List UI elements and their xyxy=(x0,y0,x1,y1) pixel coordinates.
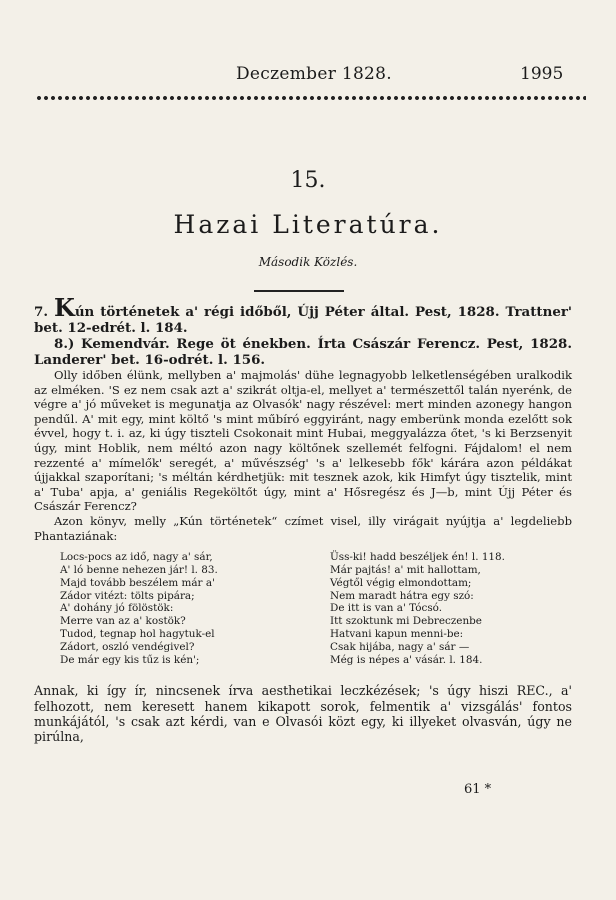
poem-line: Tudod, tegnap hol hagytuk-el xyxy=(60,627,215,640)
paragraph-3: Annak, ki így ír, nincsenek írva aesthetikai leczkézések; 's úgy hiszi REC., a' felhozott, nem keresett hanem kikapott sorok, felmentik a' vizsgálás' fontos munkájától, 's csak azt kérdi, van e Olvasói közt egy, ki illyeket olvasván, úgy ne pirúlna, xyxy=(34,683,572,745)
poem-column-right xyxy=(330,551,570,666)
section-subtitle: Második Közlés. xyxy=(258,255,358,269)
poem-line: De már egy kis tűz is kén'; xyxy=(60,653,200,666)
poem-line: Zádor vitézt: tölts pipára; xyxy=(60,589,195,602)
ornamental-border xyxy=(36,94,586,102)
poem-line: Üss-ki! hadd beszéljek én! l. 118. xyxy=(330,551,505,564)
poem-line: Itt szoktunk mi Debreczenbe xyxy=(330,615,482,628)
poem-line: Még is népes a' vásár. l. 184. xyxy=(330,653,483,666)
printer-signature: 61 * xyxy=(464,782,492,797)
poem-line: Majd tovább beszélem már a' xyxy=(60,576,215,589)
article-body xyxy=(34,293,572,745)
poem-column-left xyxy=(60,551,290,666)
running-head xyxy=(0,64,616,88)
poem-line: Nem maradt hátra egy szó: xyxy=(330,589,474,602)
section-title: Hazai Literatúra. xyxy=(173,210,443,239)
entry-7 xyxy=(34,293,572,336)
poem-quote xyxy=(34,551,572,683)
page-number: 1995 xyxy=(520,64,564,84)
paragraph-1: Olly időben élünk, mellyben a' majmolás' dühe legnagyobb lelketlenségében uralkodik az elméken. 'S ez nem csak azt a' szikrát oltja-el, mellyet a' természettől talán nyerénk, de végre a' jó műveket is megunatja az Olvasók' nagy részével: mert minden azonegy hangon pendűl. A' mit egy, mint költő 's mint műbíró eggyiránt, nagy emberünk monda ezelőtt sok évvel, hogy t. i. az, ki úgy tiszteli Csokonait mint Hubai, meggyalázza őtet, 's ki Berzsenyit úgy, mint Hoblik, nem méltó azon nagy költőnek szellemét felfogni. Fájdalom! el nem rezzenté a' mímelők' seregét, a' művészség' 's a' lelkesebb fők' kárára azon példákat újjakkal szaporítani; 's méltán kérdhetjük: mit tesznek azok, kik Himfyt úgy tisztelik, mint a' Tuba' apja, a' geniális Regeköltőt úgy, mint a' Hősregész és J—b, mint Újj Péter és Császár Ferencz? xyxy=(34,368,572,514)
entry-7-number: 7. xyxy=(34,304,54,320)
entry-7-text: ún történetek a' régi időből, Újj Péter által. Pest, 1828. Trattner' bet. 12-edrét. l. 184. xyxy=(34,304,572,336)
poem-line: Zádort, oszló vendégivel? xyxy=(60,640,195,653)
poem-line: Merre van az a' kostök? xyxy=(60,615,186,628)
poem-line: A' dohány jó fölöstök: xyxy=(60,602,174,615)
title-rule xyxy=(254,290,344,292)
entry-7-dropcap: K xyxy=(53,293,75,322)
poem-line: Hatvani kapun menni-be: xyxy=(330,627,464,640)
paragraph-2: Azon könyv, melly „Kún történetek“ czímet visel, illy virágait nyújtja a' legdeliebb Phantaziának: xyxy=(34,513,572,543)
poem-line: A' ló benne nehezen jár! l. 83. xyxy=(60,563,218,576)
poem-line: Végtől végig elmondottam; xyxy=(330,576,472,589)
poem-line: De itt is van a' Tócsó. xyxy=(330,602,443,615)
running-head-title: Deczember 1828. xyxy=(236,64,392,84)
section-number: 15. xyxy=(290,168,326,193)
poem-line: Csak hijába, nagy a' sár — xyxy=(330,640,470,653)
entry-8: 8.) Kemendvár. Rege öt énekben. Írta Császár Ferencz. Pest, 1828. Landerer' bet. 16-odrét. l. 156. xyxy=(34,336,572,368)
poem-line: Már pajtás! a' mit hallottam, xyxy=(330,563,481,576)
poem-line: Locs-pocs az idő, nagy a' sár, xyxy=(60,551,213,564)
